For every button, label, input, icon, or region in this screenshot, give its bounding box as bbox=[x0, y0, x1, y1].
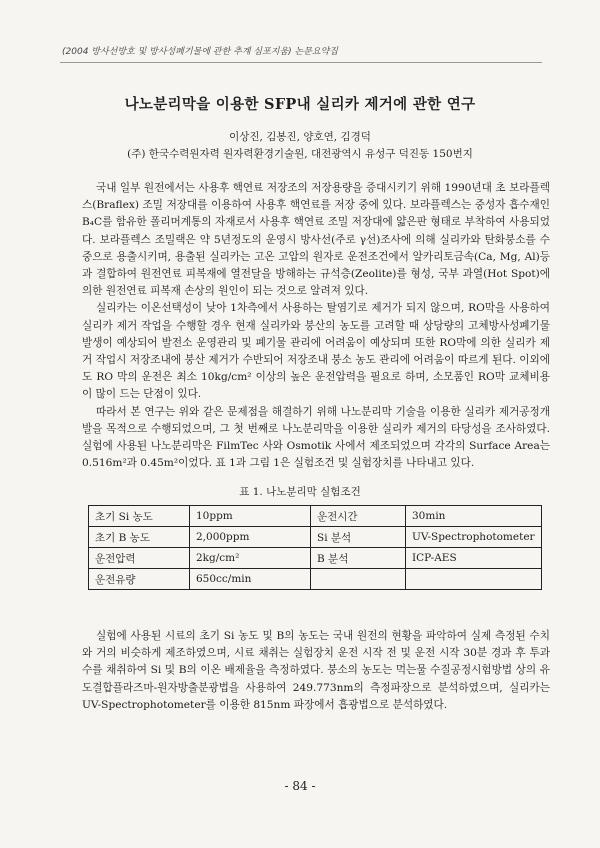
conditions-table bbox=[88, 505, 542, 590]
table-cell: 운전유량 bbox=[89, 569, 190, 590]
table-row bbox=[89, 569, 542, 590]
paragraph: 실험에 사용된 시료의 초기 Si 농도 및 B의 농도는 국내 원전의 현황을 파악하여 실제 측정된 수치와 거의 비슷하게 제조하였으며, 시료 채취는 실험장치 운전 시작 전 및 운전 시작 30분 경과 후 투과수를 채취하여 Si 및 B의 이온 배제율을 측정하였다. 붕소의 농도는 먹는물 수질공정시험방법 상의 유도결합플라즈마-원자방출분광법을 사용하여 249.773nm의 측정파장으로 분석하였으며, 실리카는 UV-Spectrophotometer를 이용한 815nm 파장에서 흡광법으로 분석하였다. bbox=[82, 630, 550, 711]
paragraph: 국내 일부 원전에서는 사용후 핵연료 저장조의 저장용량을 증대시키기 위해 1990년대 초 보라플렉스(Braflex) 조밀 저장대를 이용하여 사용후 핵연료를 저장 중에 있다. 보라플렉스는 중성자 흡수재인 B₄C를 함유한 폴리머계통의 자재로서 사용후 핵연료 조밀 저장대에 얇은판 형태로 부착하여 사용되었다. 보라플렉스 조밀랙은 약 5년정도의 운영시 방사선(주로 γ선)조사에 의해 실리카와 탄화붕소를 수중으로 용출시키며, 용출된 실리카는 고온 고압의 원자로 운전조건에서 알카리토금속(Ca, Mg, Al)등과 결합하여 원전연료 피복재에 열전달을 방해하는 규석층(Zeolite)를 형성, 국부 과열(Hot Spot)에 의한 원전연료 피복재 손상의 원인이 되는 것으로 알려져 있다. bbox=[82, 182, 550, 298]
table-row bbox=[89, 527, 542, 548]
table-row bbox=[89, 548, 542, 569]
page-number: - 84 - bbox=[284, 779, 316, 793]
paragraph: 따라서 본 연구는 위와 같은 문제점을 해결하기 위해 나노분리막 기술을 이용한 실리카 제거공정개발을 목적으로 수행되었으며, 그 첫 번째로 나노분리막을 이용한 실리카 제거의 타당성을 조사하였다. 실험에 사용된 나노분리막은 FilmTec 사와 Osmotik 사에서 제조되었으며 각각의 Surface Area는 0.516m²과 0.45m²이었다. 표 1과 그림 1은 실험조건 및 실험장치를 나타내고 있다. bbox=[82, 405, 550, 470]
table-cell: 초기 B 농도 bbox=[89, 527, 190, 548]
paragraph: 실리카는 이온선택성이 낮아 1차측에서 사용하는 탈염기로 제거가 되지 않으며, RO막을 사용하여 실리카 제거 작업을 수행할 경우 현재 실리카와 붕산의 농도를 고려할 때 상당량의 고체방사성폐기물 발생이 예상되어 발전소 운영관리 및 폐기물 관리에 어려움이 예상되며 또한 RO막에 의한 실리카 제거 작업시 저장조내에 붕산 제거가 수반되어 저장조내 붕소 농도 관리에 어려움이 따르게 된다. 이외에도 RO 막의 운전은 최소 10kg/cm² 이상의 높은 운전압력을 필요로 하며, 소모품인 RO막 교체비용이 많이 드는 단점이 있다. bbox=[82, 302, 550, 401]
table-row bbox=[89, 506, 542, 527]
table-cell: 운전시간 bbox=[311, 506, 406, 527]
table-cell: Si 분석 bbox=[311, 527, 406, 548]
table-cell: 초기 Si 농도 bbox=[89, 506, 190, 527]
table-caption: 표 1. 나노분리막 실험조건 bbox=[239, 486, 361, 498]
table-cell bbox=[406, 569, 542, 590]
table-cell: ICP-AES bbox=[406, 548, 542, 569]
table-cell: 2kg/cm² bbox=[190, 548, 311, 569]
authors: 이상진, 김봉진, 양호연, 김경덕 bbox=[229, 131, 371, 143]
table-cell: 2,000ppm bbox=[190, 527, 311, 548]
table-cell: 650cc/min bbox=[190, 569, 311, 590]
paper-title: 나노분리막을 이용한 SFP내 실리카 제거에 관한 연구 bbox=[124, 96, 476, 113]
table-cell: 운전압력 bbox=[89, 548, 190, 569]
table-cell: UV-Spectrophotometer bbox=[406, 527, 542, 548]
running-header: (2004 방사선방호 및 방사성폐기물에 관한 추계 심포지움) 논문요약집 bbox=[62, 47, 338, 57]
table-cell: B 분석 bbox=[311, 548, 406, 569]
table-cell bbox=[311, 569, 406, 590]
affiliation: (주) 한국수력원자력 원자력환경기술원, 대전광역시 유성구 덕진동 150번지 bbox=[127, 148, 473, 160]
body-text bbox=[82, 180, 550, 472]
table-cell: 30min bbox=[406, 506, 542, 527]
body-text-2 bbox=[82, 628, 550, 714]
table-cell: 10ppm bbox=[190, 506, 311, 527]
header-rule bbox=[60, 62, 542, 63]
